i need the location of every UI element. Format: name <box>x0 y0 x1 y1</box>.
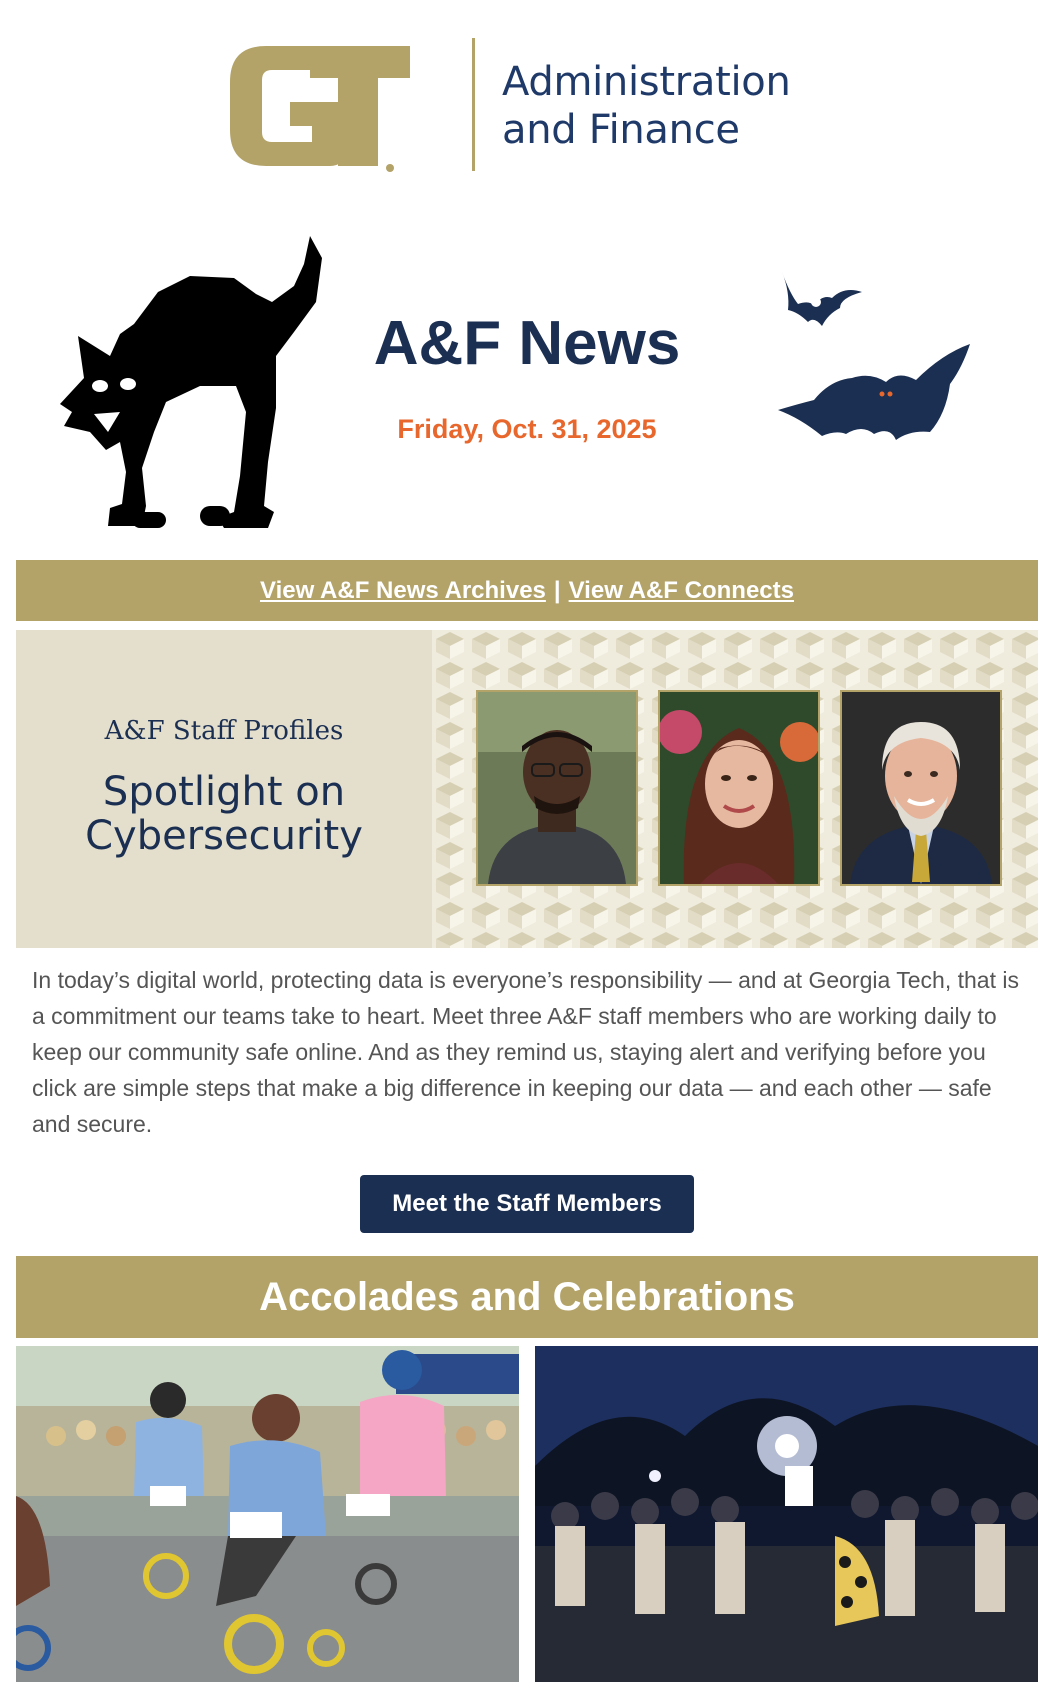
bats-icon <box>770 264 972 476</box>
archives-link[interactable]: View A&F News Archives <box>260 576 546 604</box>
meet-staff-button[interactable]: Meet the Staff Members <box>360 1175 694 1233</box>
links-bar <box>16 560 1038 621</box>
spotlight-title-line2: Cybersecurity <box>85 813 363 859</box>
links-separator: | <box>553 576 561 604</box>
org-name <box>502 58 791 154</box>
spotlight-title <box>16 770 432 858</box>
logo-divider <box>472 38 475 171</box>
night-celebration-photo[interactable] <box>535 1346 1038 1682</box>
org-name-line2: and Finance <box>502 107 740 153</box>
spotlight-kicker: A&F Staff Profiles <box>104 716 344 746</box>
spotlight-photo-panel <box>432 630 1038 948</box>
header-logo <box>0 0 1054 200</box>
connects-link[interactable]: View A&F Connects <box>568 576 794 604</box>
spotlight-title-line1: Spotlight on <box>102 769 346 815</box>
accolades-heading: Accolades and Celebrations <box>16 1256 1038 1338</box>
tricycle-race-photo[interactable] <box>16 1346 519 1682</box>
staff-photo-1 <box>476 690 638 886</box>
spotlight-banner[interactable] <box>16 630 1038 948</box>
newsletter-title: A&F News <box>373 309 681 378</box>
intro-paragraph: In today’s digital world, protecting data is everyone’s responsibility — and at Georgia Tech, that is a commitment our teams take to heart. Meet three A&F staff members who are working daily to keep our community safe online. And as they remind us, staying alert and verifying before you click are simple steps that make a big difference in keeping our data — and each other — safe and secure. <box>32 967 1019 1137</box>
staff-photo-2 <box>658 690 820 886</box>
staff-photo-3 <box>840 690 1002 886</box>
org-name-line1: Administration <box>502 59 791 105</box>
black-cat-icon <box>50 236 324 528</box>
gt-logo-icon <box>226 38 412 172</box>
newsletter-date: Friday, Oct. 31, 2025 <box>397 414 657 444</box>
spotlight-text-panel <box>16 630 432 948</box>
